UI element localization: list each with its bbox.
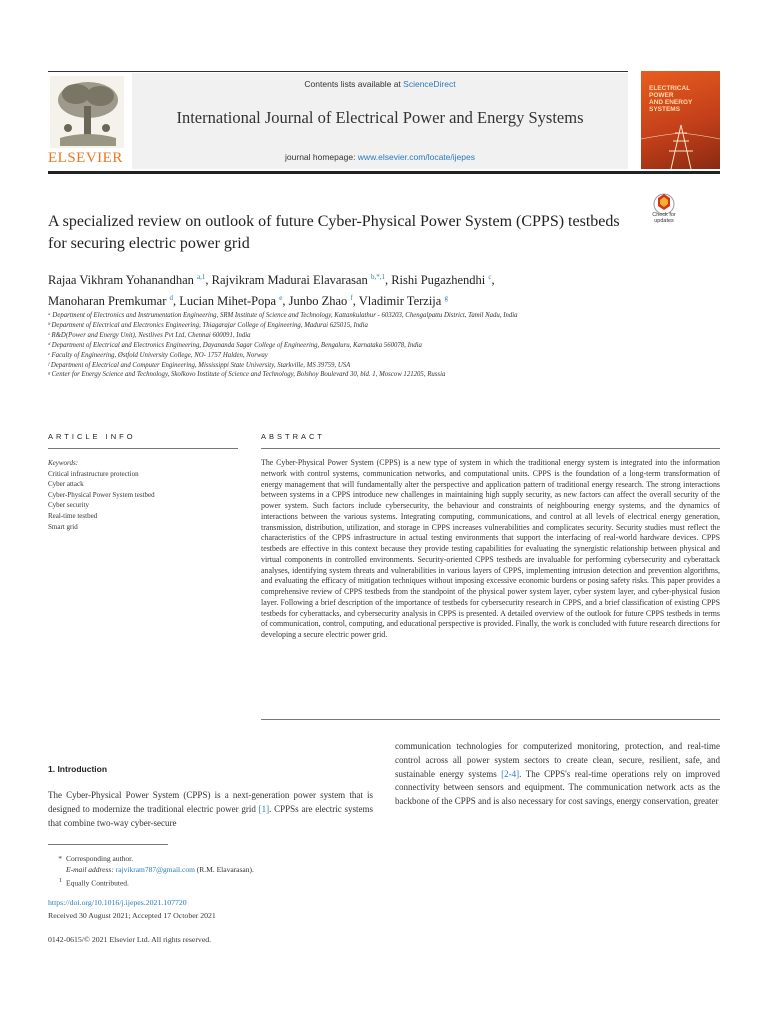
intro-paragraph-text: The Cyber-Physical Power System (CPPS) is a next-generation power system that is designed to modernize the traditional electric power grid — [48, 790, 373, 814]
author-name[interactable]: Lucian Mihet-Popa — [179, 294, 277, 309]
author-list — [48, 268, 708, 310]
citation-link[interactable]: [1] — [258, 803, 270, 814]
introduction-heading: 1. Introduction — [48, 764, 108, 774]
affiliation-item: ᵇ Department of Electrical and Electronics Engineering, Thiagarajar College of Engineering, Madurai 625015, India — [48, 321, 368, 329]
masthead-bottom-rule — [48, 171, 720, 174]
email-note — [48, 864, 468, 875]
cover-title-line: POWER — [649, 92, 674, 99]
keyword-item: Smart grid — [48, 522, 78, 531]
cover-title-line: SYSTEMS — [649, 106, 681, 113]
email-suffix: (R.M. Elavarasan). — [194, 865, 254, 875]
introduction-right-column — [395, 740, 720, 809]
intro-paragraph-text: . The CPPS's real-time operations rely on improved connectivity between sensors and equipment. The communication network acts as the backbone of the CPPS and is also necessary for cost savings, energy conservation, greater — [395, 768, 720, 807]
contents-line — [132, 79, 628, 89]
keyword-item: Cyber-Physical Power System testbed — [48, 490, 155, 499]
corresponding-author-note: * Corresponding author. — [58, 854, 134, 863]
author-affiliation-mark[interactable]: d — [169, 294, 173, 303]
abstract-heading: ABSTRACT — [261, 432, 326, 441]
masthead-top-rule — [48, 71, 628, 72]
abstract-text: The Cyber-Physical Power System (CPPS) is a new type of system in which the traditional energy system is integrated into the information network with control systems, communication networks, and computational units. CPPS is the foundation of a long-term transformation of energy management that will fundamentally alter the perspective and application pattern of traditional energy research. The strong interactions between systems in a CPPS introduce new challenges in maintaining high supply security, as new factors can affect the overall security of the power system. Such factors include cybersecurity, the behaviour and constraints of neighbouring energy systems, and the dynamics of interactions between the various systems. Integrating computing, communications, and control at all levels of electrical energy generation, transmission, distribution, utilization, and storage in CPPS increases vulnerabilities and complicates security. Security studies must reflect the characteristics of the CPPS infrastructure in actual testing environments that support the interfacing of real-world hardware devices. CPPS testbeds are effective in this context because they provide testing capabilities for evaluating the synergistic relationship between physical and virtual components in controlled environments. Security-oriented CPPS testbeds are invaluable for performing cybersecurity and cyberattack analyses, identifying system threats and vulnerabilities in various layers of CPPS, implementing intrusion detection and prevention algorithms, and evaluating the efficacy of mitigation techniques without imposing excessive economic burdens or posing safety risks. This paper provides a comprehensive review of CPPS testbeds from the standpoint of the physical power system layer, cyber system layer, and cyber-physical fusion layer. Following a brief description of the importance of testbeds for cybersecurity research in CPPS, and a brief classification of existing CPPS testbeds for cyberattacks, and cybersecurity analysis in CPPS is presented. A detailed overview of the outlook for future CPPS testbeds in terms of communication, control, computing, and educational perspective is provided. Finally, the work is concluded with future research directions for developing a secure electric power grid. — [261, 458, 720, 640]
author-affiliation-mark[interactable]: a,1 — [197, 273, 206, 281]
abstract-top-rule — [261, 448, 720, 449]
badge-label-line: Check for — [652, 212, 676, 218]
author-name[interactable]: Vladimir Terzija — [358, 294, 442, 309]
keyword-item: Cyber attack — [48, 480, 84, 489]
author-affiliation-mark[interactable]: f — [350, 294, 353, 303]
author-separator: , — [282, 294, 289, 309]
author-name[interactable]: Rishi Pugazhendhi — [391, 273, 486, 288]
affiliation-item: ᵃ Department of Electronics and Instrumentation Engineering, SRM Institute of Science and Technology, Kattankulathur - 603203, Chengalpattu District, Tamil Nadu, India — [48, 312, 518, 319]
elsevier-tree-logo — [50, 76, 124, 148]
journal-homepage-link[interactable]: www.elsevier.com/locate/ijepes — [357, 152, 475, 162]
equal-contribution-note: 1 Equally Contributed. — [59, 877, 129, 888]
check-for-updates-label[interactable] — [640, 212, 688, 224]
author-name[interactable]: Rajvikram Madurai Elavarasan — [211, 273, 368, 288]
intro-paragraph-text: . CPPSs are electric systems that combine two-way cyber-secure — [48, 803, 373, 828]
affiliation-item: ᵉ Faculty of Engineering, Østfold University College, NO- 1757 Halden, Norway — [48, 351, 268, 359]
introduction-left-column — [48, 789, 373, 830]
affiliation-item: ᶠ Department of Electrical and Computer Engineering, Mississippi State University, Starkville, MS 39759, USA — [48, 361, 351, 369]
author-separator: , — [384, 273, 392, 288]
author-affiliation-mark[interactable]: b,*,1 — [370, 273, 385, 281]
badge-label-line: updates — [654, 218, 674, 224]
keyword-item: Critical infrastructure protection — [48, 469, 139, 478]
footnote-rule — [48, 844, 168, 845]
article-info-heading: ARTICLE INFO — [48, 432, 136, 441]
author-affiliation-mark[interactable]: e — [279, 294, 283, 303]
author-separator: , — [491, 273, 495, 288]
author-email-link[interactable]: rajvikram787@gmail.com — [115, 865, 195, 875]
author-name[interactable]: Manoharan Premkumar — [48, 294, 167, 309]
cover-title-line: AND ENERGY — [649, 99, 693, 106]
affiliation-list — [48, 311, 720, 380]
received-dates: Received 30 August 2021; Accepted 17 October 2021 — [48, 911, 216, 920]
citation-link[interactable]: [2-4] — [501, 768, 520, 779]
doi-link[interactable]: https://doi.org/10.1016/j.ijepes.2021.107720 — [48, 898, 187, 907]
article-info-rule — [48, 448, 238, 449]
equal-contribution-text: Equally Contributed. — [66, 878, 129, 888]
affiliation-item: ᵈ Department of Electrical and Electronics Engineering, Dayananda Sagar College of Engineering, Bengaluru, Karnataka 560078, India — [48, 341, 422, 349]
journal-homepage-line — [132, 152, 628, 162]
keywords-label: Keywords: — [48, 459, 79, 467]
cover-title — [649, 85, 692, 113]
author-affiliation-mark[interactable]: c — [488, 273, 492, 281]
author-separator: , — [205, 273, 212, 288]
abstract-bottom-rule — [261, 719, 720, 720]
keyword-item: Real-time testbed — [48, 511, 98, 520]
author-name[interactable]: Junbo Zhao — [288, 294, 348, 309]
author-separator: , — [173, 294, 180, 309]
sciencedirect-link[interactable]: ScienceDirect — [403, 79, 456, 89]
author-affiliation-mark[interactable]: g — [444, 294, 448, 303]
contents-prefix: Contents lists available at — [304, 79, 404, 89]
copyright-line: 0142-0615/© 2021 Elsevier Ltd. All rights reserved. — [48, 935, 212, 944]
footnotes — [48, 853, 468, 889]
keywords-block — [48, 458, 228, 532]
author-name[interactable]: Rajaa Vikhram Yohanandhan — [48, 273, 194, 288]
publisher-wordmark: ELSEVIER — [48, 150, 123, 166]
email-label: E-mail address: — [66, 865, 116, 875]
affiliation-item: ᵍ Center for Energy Science and Technology, Skolkovo Institute of Science and Technology, Bolshoy Boulevard 30, bld. 1, Moscow 121205, Russia — [48, 371, 446, 379]
cover-title-line: ELECTRICAL — [649, 85, 691, 92]
keyword-item: Cyber security — [48, 501, 90, 510]
author-separator: , — [352, 294, 359, 309]
corresponding-author-text: Corresponding author. — [66, 854, 134, 863]
homepage-prefix: journal homepage: — [285, 152, 358, 162]
article-title: A specialized review on outlook of future Cyber-Physical Power System (CPPS) testbeds for securing electric power grid — [48, 213, 620, 252]
power-pylon-icon — [641, 121, 720, 169]
journal-title[interactable]: International Journal of Electrical Power and Energy Systems — [176, 108, 584, 127]
journal-cover-image[interactable] — [641, 71, 720, 169]
affiliation-item: ᶜ R&D(Power and Energy Unit), Nestlives Pvt Ltd, Chennai 600091, India — [48, 331, 251, 339]
intro-paragraph-text: communication technologies for computerized monitoring, protection, and real-time control across all power system sectors to create clean, secure, resilient, safe, and sustainable energy systems — [395, 741, 720, 779]
